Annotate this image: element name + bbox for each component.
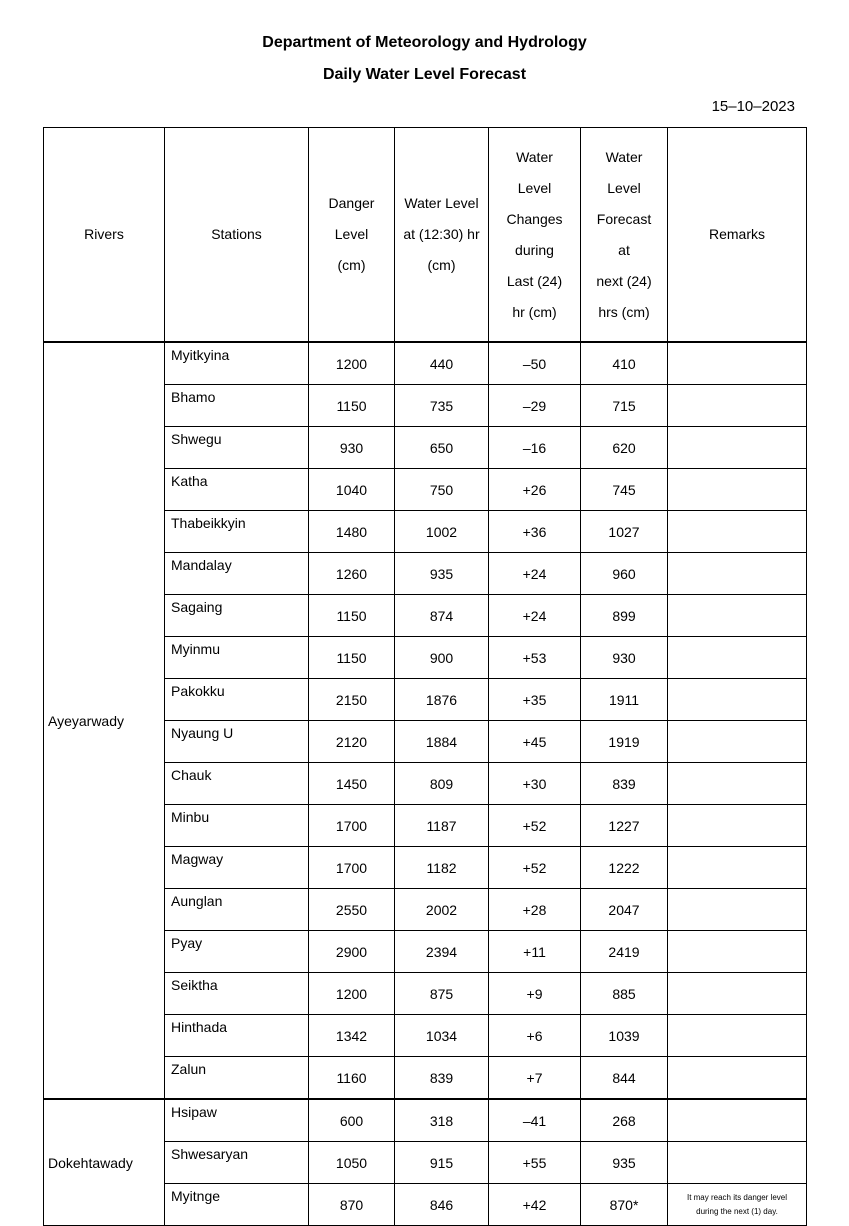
remarks-cell [668,1184,807,1226]
forecast-cell: 844 [581,1057,668,1100]
station-name: Hinthada [165,1015,309,1057]
header-danger-level: Danger Level (cm) [309,128,395,343]
forecast-cell: 960 [581,553,668,595]
report-date: 15–10–2023 [711,98,795,115]
report-title: Daily Water Level Forecast [322,66,527,83]
station-name: Pakokku [165,679,309,721]
header-stations: Stations [165,128,309,343]
danger-level-cell: 2120 [309,721,395,763]
water-level-cell: 750 [395,469,489,511]
river-name: Ayeyarwady [44,342,165,1099]
forecast-cell: 870* [581,1184,668,1226]
header-water-level-forecast: Water Level Forecast at next (24) hrs (cm) [581,128,668,343]
remarks-cell [668,889,807,931]
water-level-change-cell: +7 [489,1057,581,1100]
water-level-cell: 318 [395,1099,489,1142]
water-level-cell: 1884 [395,721,489,763]
forecast-cell: 1919 [581,721,668,763]
forecast-cell: 1911 [581,679,668,721]
danger-level-cell: 870 [309,1184,395,1226]
water-level-cell: 839 [395,1057,489,1100]
water-level-cell: 875 [395,973,489,1015]
water-level-change-cell: +24 [489,595,581,637]
water-level-cell: 900 [395,637,489,679]
station-name: Hsipaw [165,1099,309,1142]
station-name: Sagaing [165,595,309,637]
forecast-cell: 839 [581,763,668,805]
remarks-cell [668,721,807,763]
station-name: Mandalay [165,553,309,595]
water-level-cell: 1876 [395,679,489,721]
station-name: Myinmu [165,637,309,679]
water-level-cell: 935 [395,553,489,595]
danger-level-cell: 2900 [309,931,395,973]
station-name: Minbu [165,805,309,847]
forecast-cell: 2419 [581,931,668,973]
forecast-cell: 1227 [581,805,668,847]
station-name: Seiktha [165,973,309,1015]
forecast-cell: 715 [581,385,668,427]
remarks-cell [668,385,807,427]
forecast-cell: 2047 [581,889,668,931]
danger-level-cell: 1342 [309,1015,395,1057]
danger-level-cell: 1150 [309,595,395,637]
danger-level-cell: 1260 [309,553,395,595]
water-level-cell: 1002 [395,511,489,553]
forecast-cell: 620 [581,427,668,469]
water-level-change-cell: +45 [489,721,581,763]
water-level-cell: 1034 [395,1015,489,1057]
remarks-line: during the next (1) day. [696,1206,778,1216]
remarks-cell [668,847,807,889]
remarks-cell [668,511,807,553]
danger-level-cell: 2150 [309,679,395,721]
water-level-change-cell: –16 [489,427,581,469]
water-level-change-cell: +30 [489,763,581,805]
water-level-cell: 650 [395,427,489,469]
water-level-change-cell: +55 [489,1142,581,1184]
water-level-change-cell: +11 [489,931,581,973]
danger-level-cell: 1150 [309,385,395,427]
remarks-cell [668,1015,807,1057]
station-name: Chauk [165,763,309,805]
forecast-cell: 899 [581,595,668,637]
water-level-change-cell: +24 [489,553,581,595]
remarks-cell [668,1142,807,1184]
river-name: Dokehtawady [44,1099,165,1226]
danger-level-cell: 1040 [309,469,395,511]
water-level-cell: 1187 [395,805,489,847]
table-row [44,1099,807,1142]
water-level-cell: 846 [395,1184,489,1226]
forecast-cell: 410 [581,342,668,385]
header-water-level: Water Level at (12:30) hr (cm) [395,128,489,343]
danger-level-cell: 1150 [309,637,395,679]
water-level-cell: 2002 [395,889,489,931]
water-level-cell: 2394 [395,931,489,973]
water-level-change-cell: –41 [489,1099,581,1142]
water-level-change-cell: +36 [489,511,581,553]
station-name: Myitnge [165,1184,309,1226]
forecast-cell: 1222 [581,847,668,889]
station-name: Myitkyina [165,342,309,385]
remarks-cell [668,679,807,721]
station-name: Zalun [165,1057,309,1100]
water-level-change-cell: +52 [489,805,581,847]
station-name: Shwegu [165,427,309,469]
water-level-cell: 1182 [395,847,489,889]
water-level-change-cell: +28 [489,889,581,931]
danger-level-cell: 1050 [309,1142,395,1184]
danger-level-cell: 1480 [309,511,395,553]
remarks-cell [668,1057,807,1100]
remarks-cell [668,553,807,595]
water-level-cell: 915 [395,1142,489,1184]
danger-level-cell: 1200 [309,973,395,1015]
water-level-change-cell: +52 [489,847,581,889]
forecast-cell: 268 [581,1099,668,1142]
remarks-cell [668,931,807,973]
forecast-cell: 885 [581,973,668,1015]
station-name: Thabeikkyin [165,511,309,553]
department-title: Department of Meteorology and Hydrology [262,34,587,51]
remarks-cell [668,805,807,847]
station-name: Bhamo [165,385,309,427]
remarks-cell [668,595,807,637]
station-name: Nyaung U [165,721,309,763]
station-name: Aunglan [165,889,309,931]
table-body [44,342,807,1226]
remarks-cell [668,637,807,679]
danger-level-cell: 1160 [309,1057,395,1100]
remarks-cell [668,469,807,511]
danger-level-cell: 2550 [309,889,395,931]
remarks-cell [668,973,807,1015]
station-name: Magway [165,847,309,889]
water-level-table [43,127,807,1226]
water-level-change-cell: +9 [489,973,581,1015]
water-level-cell: 874 [395,595,489,637]
danger-level-cell: 600 [309,1099,395,1142]
forecast-cell: 935 [581,1142,668,1184]
header-remarks: Remarks [668,128,807,343]
station-name: Katha [165,469,309,511]
station-name: Pyay [165,931,309,973]
danger-level-cell: 930 [309,427,395,469]
remarks-line: It may reach its danger level [686,1192,788,1202]
water-level-change-cell: +53 [489,637,581,679]
remarks-cell [668,427,807,469]
danger-level-cell: 1700 [309,805,395,847]
forecast-cell: 1039 [581,1015,668,1057]
water-level-change-cell: +6 [489,1015,581,1057]
forecast-cell: 1027 [581,511,668,553]
forecast-cell: 930 [581,637,668,679]
danger-level-cell: 1200 [309,342,395,385]
water-level-cell: 809 [395,763,489,805]
water-level-change-cell: +26 [489,469,581,511]
danger-level-cell: 1450 [309,763,395,805]
remarks-cell [668,342,807,385]
danger-level-cell: 1700 [309,847,395,889]
header-water-level-changes: Water Level Changes during Last (24) hr (cm) [489,128,581,343]
remarks-cell [668,763,807,805]
forecast-cell: 745 [581,469,668,511]
water-level-change-cell: –50 [489,342,581,385]
water-level-change-cell: +42 [489,1184,581,1226]
station-name: Shwesaryan [165,1142,309,1184]
water-level-cell: 440 [395,342,489,385]
water-level-change-cell: +35 [489,679,581,721]
remarks-cell [668,1099,807,1142]
water-level-change-cell: –29 [489,385,581,427]
table-header-row [44,128,807,343]
table-row [44,342,807,385]
water-level-cell: 735 [395,385,489,427]
header-rivers: Rivers [44,128,165,343]
